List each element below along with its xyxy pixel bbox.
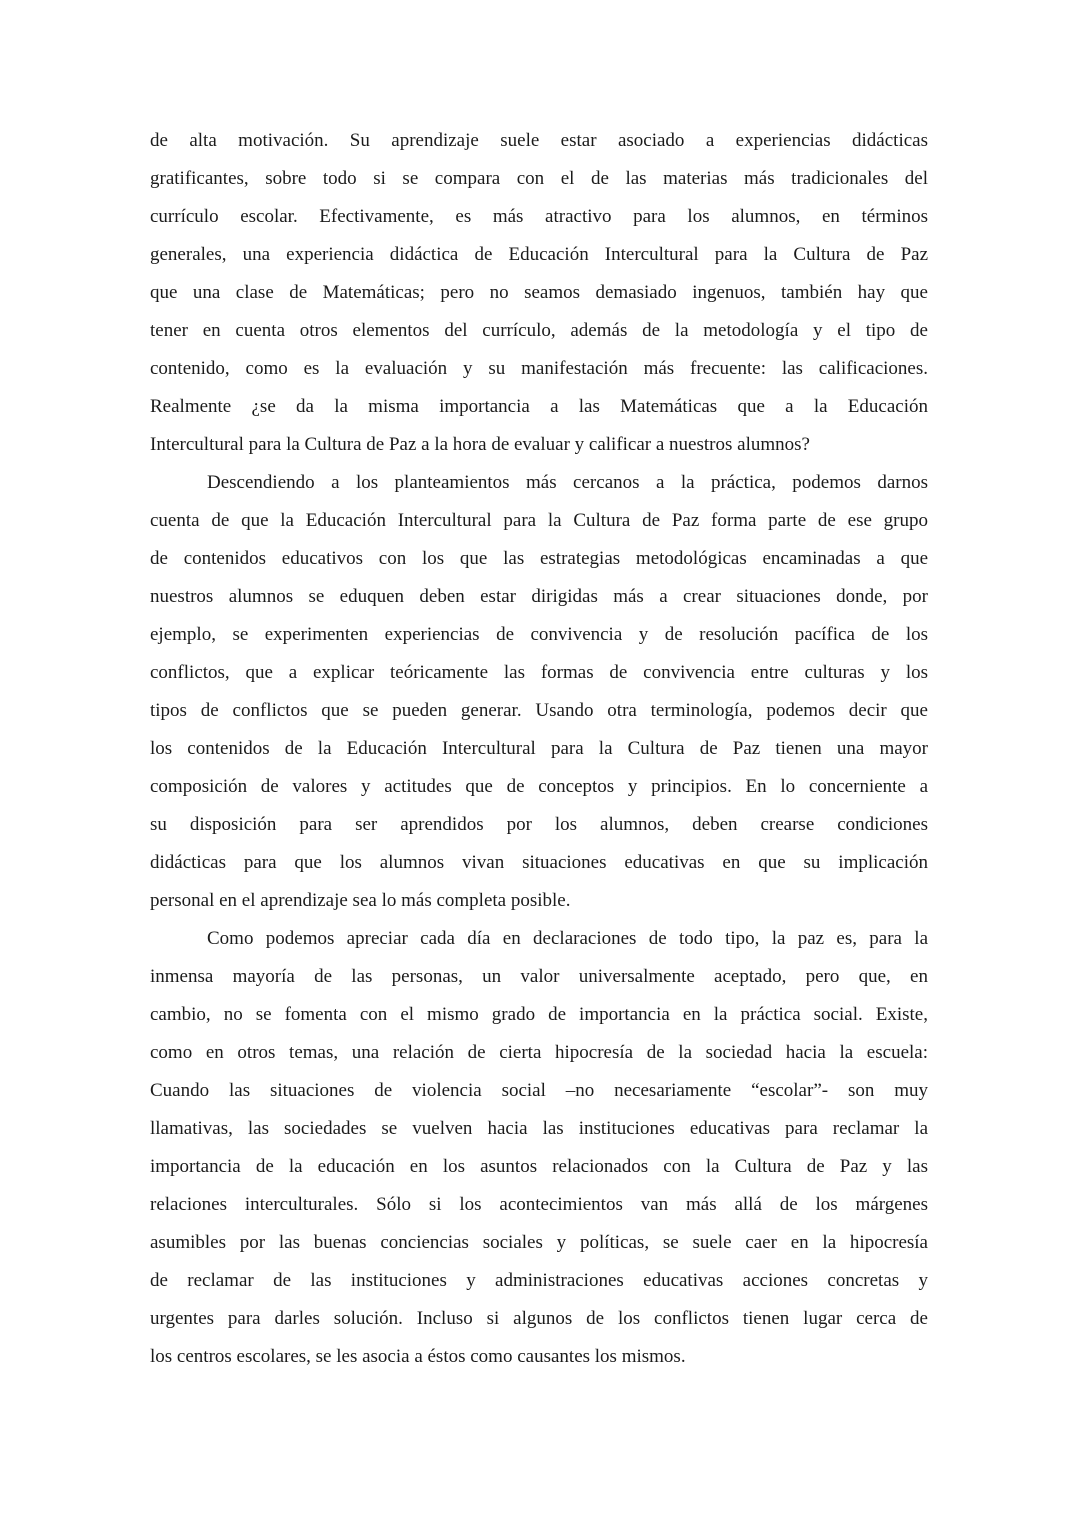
text-line: de reclamar de las instituciones y administraciones educativas acciones concretas y <box>150 1270 928 1291</box>
text-line: importancia de la educación en los asuntos relacionados con la Cultura de Paz y las <box>150 1156 928 1177</box>
text-line: que una clase de Matemáticas; pero no seamos demasiado ingenuos, también hay que <box>150 282 928 303</box>
text-line: currículo escolar. Efectivamente, es más atractivo para los alumnos, en términos <box>150 206 928 227</box>
text-line: como en otros temas, una relación de cierta hipocresía de la sociedad hacia la escuela: <box>150 1042 928 1063</box>
text-line: asumibles por las buenas conciencias sociales y políticas, se suele caer en la hipocresía <box>150 1232 928 1253</box>
text-line: tener en cuenta otros elementos del currículo, además de la metodología y el tipo de <box>150 320 928 341</box>
text-line: de alta motivación. Su aprendizaje suele estar asociado a experiencias didácticas <box>150 130 928 151</box>
text-line: de contenidos educativos con los que las estrategias metodológicas encaminadas a que <box>150 548 928 569</box>
text-line: Como podemos apreciar cada día en declaraciones de todo tipo, la paz es, para la <box>207 928 928 949</box>
text-line: Descendiendo a los planteamientos más cercanos a la práctica, podemos darnos <box>207 472 928 493</box>
text-line: composición de valores y actitudes que de conceptos y principios. En lo concerniente a <box>150 776 928 797</box>
text-line: gratificantes, sobre todo si se compara con el de las materias más tradicionales del <box>150 168 928 189</box>
text-line: ejemplo, se experimenten experiencias de convivencia y de resolución pacífica de los <box>150 624 928 645</box>
text-line: generales, una experiencia didáctica de Educación Intercultural para la Cultura de Paz <box>150 244 928 265</box>
text-line: inmensa mayoría de las personas, un valor universalmente aceptado, pero que, en <box>150 966 928 987</box>
text-line: conflictos, que a explicar teóricamente las formas de convivencia entre culturas y los <box>150 662 928 683</box>
text-line: contenido, como es la evaluación y su manifestación más frecuente: las calificaciones. <box>150 358 928 379</box>
text-line: personal en el aprendizaje sea lo más completa posible. <box>150 890 571 911</box>
text-line: Cuando las situaciones de violencia social –no necesariamente “escolar”- son muy <box>150 1080 928 1101</box>
text-line: Intercultural para la Cultura de Paz a la hora de evaluar y calificar a nuestros alumnos? <box>150 434 810 455</box>
text-line: tipos de conflictos que se pueden generar. Usando otra terminología, podemos decir que <box>150 700 928 721</box>
text-line: llamativas, las sociedades se vuelven hacia las instituciones educativas para reclamar la <box>150 1118 928 1139</box>
text-line: los contenidos de la Educación Intercultural para la Cultura de Paz tienen una mayor <box>150 738 928 759</box>
text-line: Realmente ¿se da la misma importancia a las Matemáticas que a la Educación <box>150 396 928 417</box>
text-line: cuenta de que la Educación Intercultural para la Cultura de Paz forma parte de ese grupo <box>150 510 928 531</box>
paragraph <box>150 122 928 464</box>
text-line: relaciones interculturales. Sólo si los acontecimientos van más allá de los márgenes <box>150 1194 928 1215</box>
text-block <box>150 122 928 1376</box>
text-line: los centros escolares, se les asocia a éstos como causantes los mismos. <box>150 1346 686 1367</box>
text-line: nuestros alumnos se eduquen deben estar dirigidas más a crear situaciones donde, por <box>150 586 928 607</box>
text-line: didácticas para que los alumnos vivan situaciones educativas en que su implicación <box>150 852 928 873</box>
paragraph <box>150 464 928 920</box>
text-line: su disposición para ser aprendidos por los alumnos, deben crearse condiciones <box>150 814 928 835</box>
text-line: urgentes para darles solución. Incluso si algunos de los conflictos tienen lugar cerca de <box>150 1308 928 1329</box>
paragraph <box>150 920 928 1376</box>
text-line: cambio, no se fomenta con el mismo grado de importancia en la práctica social. Existe, <box>150 1004 928 1025</box>
